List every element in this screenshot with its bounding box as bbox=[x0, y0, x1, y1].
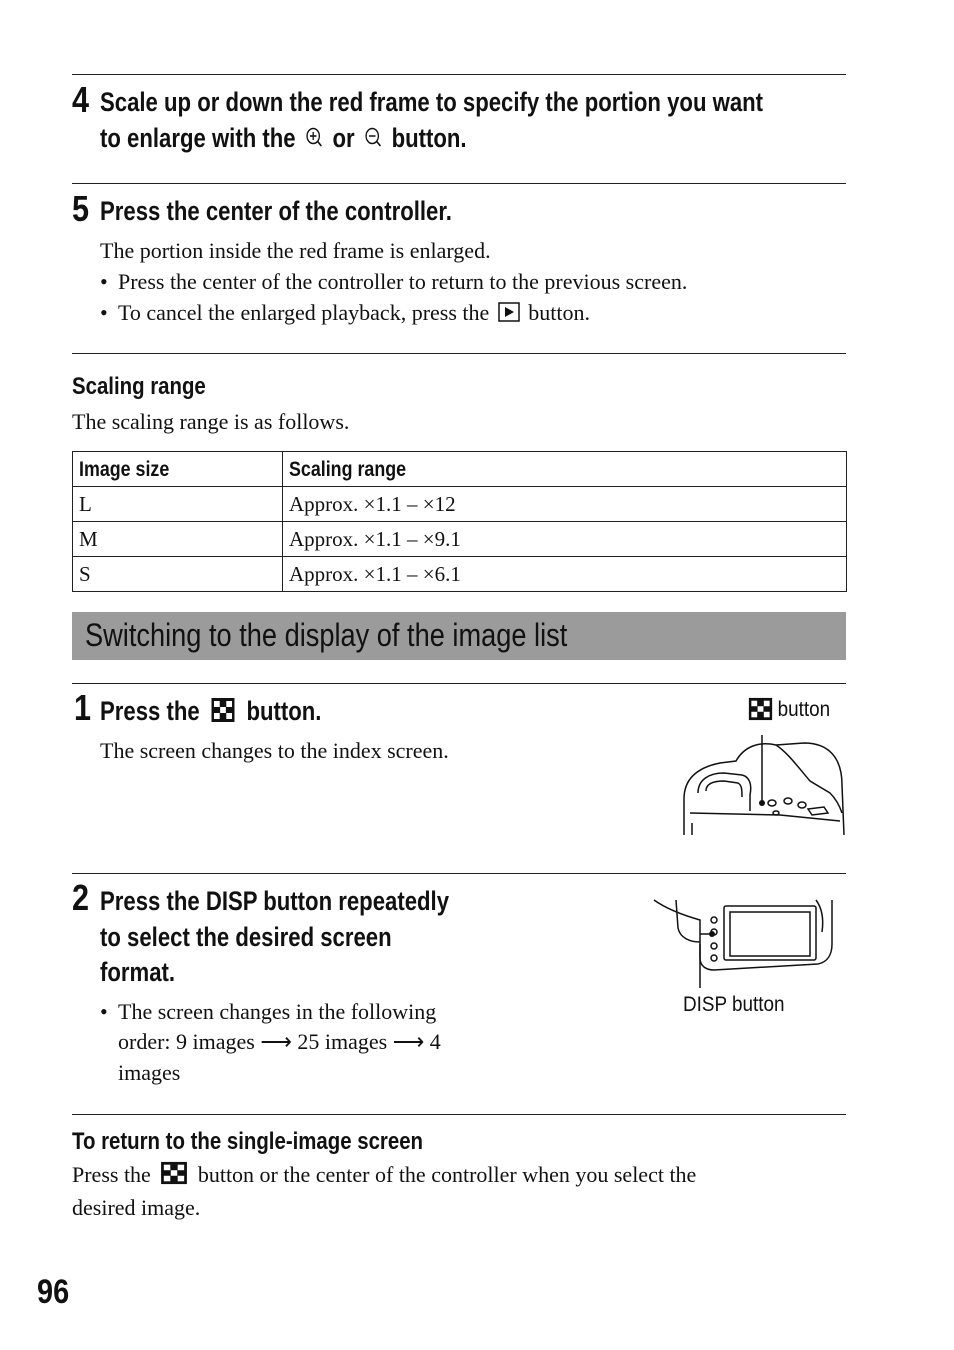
table-row bbox=[73, 522, 847, 557]
table-header-image-size: Image size bbox=[73, 452, 283, 487]
table-cell: L bbox=[73, 487, 283, 522]
zoom-in-icon bbox=[305, 126, 323, 150]
step-4-heading-post: button. bbox=[391, 123, 467, 153]
table-cell: M bbox=[73, 522, 283, 557]
step-2-heading-line1: Press the DISP button repeatedly bbox=[100, 886, 450, 916]
table-header-row bbox=[73, 452, 847, 487]
index-button-caption-text: button bbox=[777, 698, 831, 721]
section-banner bbox=[72, 612, 846, 660]
step-1-heading-pre: Press the bbox=[100, 696, 200, 726]
index-icon bbox=[211, 697, 236, 723]
rule-step5 bbox=[72, 183, 846, 184]
rule-step2 bbox=[72, 873, 846, 874]
step-2-bullet-line2: order: 9 images ⟶ 25 images ⟶ 4 bbox=[118, 1029, 441, 1054]
step-4-heading-pre: to enlarge with the bbox=[100, 123, 296, 153]
step-1-heading bbox=[100, 693, 321, 729]
step-4-heading-or: or bbox=[332, 123, 355, 153]
return-line2: desired image. bbox=[72, 1195, 201, 1220]
step-5-bullet-2-pre: To cancel the enlarged playback, press the bbox=[118, 300, 490, 325]
step-2-bullet-line3: images bbox=[118, 1060, 181, 1085]
table-cell: S bbox=[73, 557, 283, 592]
camera-top-illustration bbox=[680, 733, 846, 837]
zoom-out-icon bbox=[364, 126, 382, 150]
rule-scaling bbox=[72, 353, 846, 354]
table-cell: Approx. ×1.1 – ×12 bbox=[283, 487, 847, 522]
step-1-number: 1 bbox=[74, 687, 92, 728]
scaling-table bbox=[72, 451, 847, 592]
rule-step1 bbox=[72, 683, 846, 684]
section-title: Switching to the display of the image list bbox=[85, 617, 568, 653]
bullet-dot: • bbox=[100, 269, 108, 294]
index-button-caption bbox=[747, 697, 830, 722]
step-4-heading-line2 bbox=[100, 120, 467, 156]
scaling-title: Scaling range bbox=[72, 373, 206, 400]
page-number: 96 bbox=[37, 1273, 70, 1311]
table-header-scaling-range: Scaling range bbox=[283, 452, 847, 487]
playback-icon bbox=[498, 302, 520, 322]
step-5-bullet-2-post: button. bbox=[528, 300, 591, 325]
step-4-number: 4 bbox=[72, 79, 90, 120]
return-title: To return to the single-image screen bbox=[72, 1128, 424, 1155]
camera-back-illustration bbox=[650, 898, 836, 990]
step-5-number: 5 bbox=[72, 188, 90, 229]
table-row bbox=[73, 557, 847, 592]
step-5-text: The portion inside the red frame is enlarged. bbox=[100, 238, 491, 263]
table-cell: Approx. ×1.1 – ×9.1 bbox=[283, 522, 847, 557]
step-2-heading-line3: format. bbox=[100, 957, 176, 987]
table-cell: Approx. ×1.1 – ×6.1 bbox=[283, 557, 847, 592]
table-row bbox=[73, 487, 847, 522]
rule-top bbox=[72, 74, 846, 75]
return-line1-pre: Press the bbox=[72, 1162, 151, 1187]
step-5-bullet-1-text: Press the center of the controller to return to the previous screen. bbox=[118, 269, 688, 294]
step-4-heading-line1: Scale up or down the red frame to specify the portion you want bbox=[100, 87, 764, 117]
return-line1-post: button or the center of the controller when you select the bbox=[197, 1162, 697, 1187]
bullet-dot: • bbox=[100, 999, 108, 1024]
rule-return bbox=[72, 1114, 846, 1115]
step-5-heading: Press the center of the controller. bbox=[100, 196, 452, 226]
return-line1 bbox=[72, 1160, 696, 1190]
index-icon bbox=[159, 1161, 189, 1185]
step-2-heading-line2: to select the desired screen bbox=[100, 922, 392, 952]
index-icon bbox=[747, 697, 774, 721]
step-1-text: The screen changes to the index screen. bbox=[100, 738, 449, 763]
disp-button-caption: DISP button bbox=[683, 993, 785, 1016]
bullet-dot: • bbox=[100, 300, 108, 325]
step-2-number: 2 bbox=[72, 877, 90, 918]
step-2-bullet-line1: The screen changes in the following bbox=[118, 999, 437, 1024]
step-1-heading-post: button. bbox=[246, 696, 322, 726]
scaling-intro: The scaling range is as follows. bbox=[72, 409, 350, 434]
